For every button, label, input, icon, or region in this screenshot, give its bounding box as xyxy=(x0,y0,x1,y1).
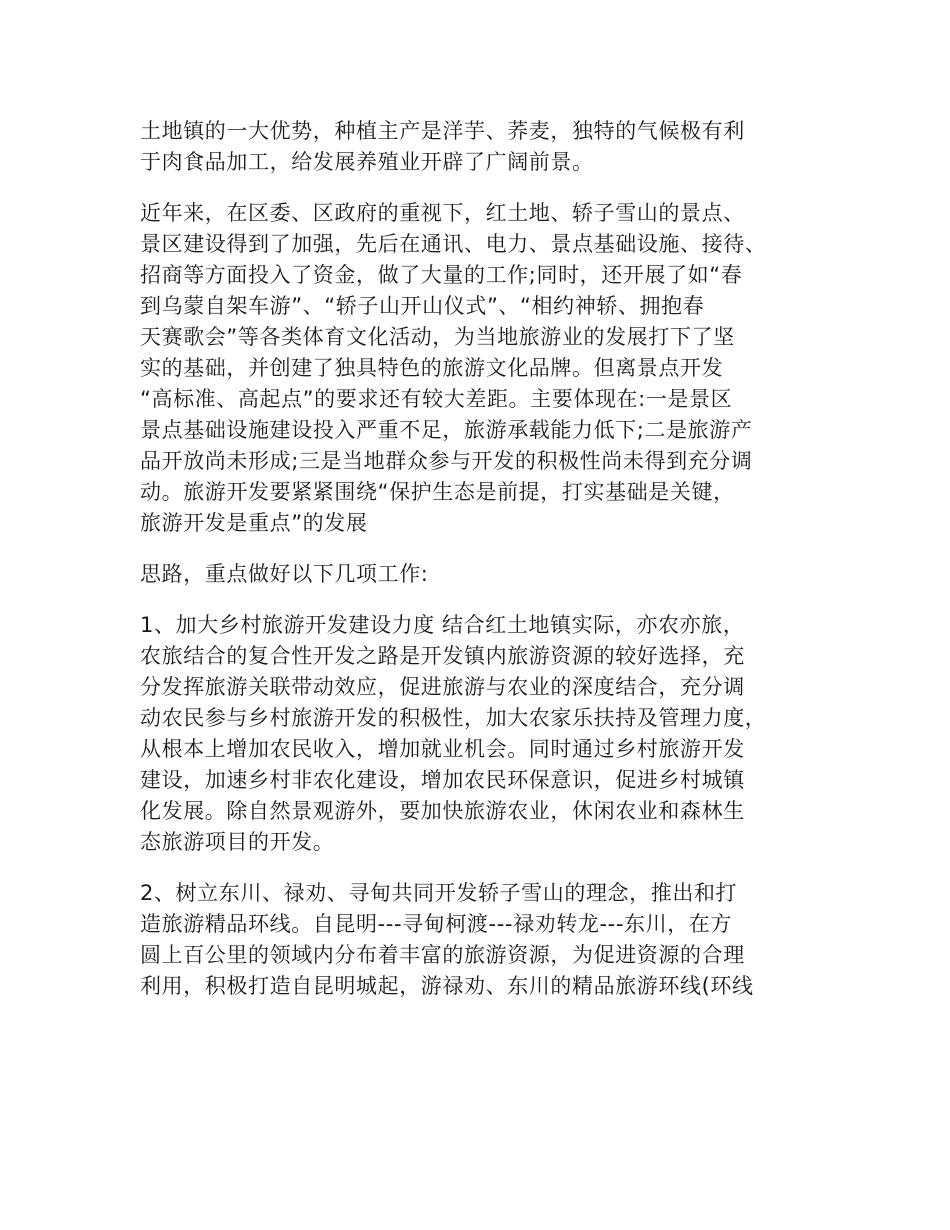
text-line: 近年来，在区委、区政府的重视下，红土地、轿子雪山的景点、 xyxy=(140,201,745,225)
text-line: 旅游开发是重点”的发展 xyxy=(140,511,368,535)
text-line: 动。旅游开发要紧紧围绕“保护生态是前提，打实基础是关键， xyxy=(140,480,735,504)
paragraph xyxy=(140,878,812,1002)
paragraph xyxy=(140,116,812,178)
text-line: 建设，加速乡村非农化建设，增加农民环保意识，促进乡村城镇 xyxy=(140,768,745,792)
text-line: 景点基础设施建设投入严重不足，旅游承载能力低下;二是旅游产 xyxy=(140,418,753,442)
text-line: 农旅结合的复合性开发之路是开发镇内旅游资源的较好选择，充 xyxy=(140,644,745,668)
text-line: 分发挥旅游关联带动效应，促进旅游与农业的深度结合，充分调 xyxy=(140,675,745,699)
text-line: 实的基础，并创建了独具特色的旅游文化品牌。但离景点开发 xyxy=(140,356,724,380)
text-line: 景区建设得到了加强，先后在通讯、电力、景点基础设施、接待、 xyxy=(140,232,767,256)
text-line: 土地镇的一大优势，种植主产是洋芋、荞麦，独特的气候极有利 xyxy=(140,119,745,143)
text-line: 到乌蒙自架车游”、“轿子山开山仪式”、“相约神轿、拥抱春 xyxy=(140,294,705,318)
text-line: 天赛歌会”等各类体育文化活动，为当地旅游业的发展打下了坚 xyxy=(140,325,735,349)
paragraph xyxy=(140,559,812,590)
text-line: 化发展。除自然景观游外，要加快旅游农业，休闲农业和森林生 xyxy=(140,799,745,823)
text-line: 从根本上增加农民收入，增加就业机会。同时通过乡村旅游开发 xyxy=(140,737,745,761)
text-line: 招商等方面投入了资金，做了大量的工作;同时，还开展了如“春 xyxy=(140,263,743,287)
text-line: “高标准、高起点”的要求还有较大差距。主要体现在:一是景区 xyxy=(140,387,733,411)
text-line: 于肉食品加工，给发展养殖业开辟了广阔前景。 xyxy=(140,150,594,174)
paragraph xyxy=(140,198,812,539)
text-line: 品开放尚未形成;三是当地群众参与开发的积极性尚未得到充分调 xyxy=(140,449,753,473)
text-line: 造旅游精品环线。自昆明---寻甸柯渡---禄劝转龙---东川，在方 xyxy=(140,912,732,936)
text-line: 2、树立东川、禄劝、寻甸共同开发轿子雪山的理念，推出和打 xyxy=(140,881,738,905)
text-line: 圆上百公里的领域内分布着丰富的旅游资源，为促进资源的合理 xyxy=(140,943,745,967)
text-line: 思路，重点做好以下几项工作: xyxy=(140,562,429,586)
text-line: 利用，积极打造自昆明城起，游禄劝、东川的精品旅游环线(环线 xyxy=(140,974,754,998)
text-line: 动农民参与乡村旅游开发的积极性，加大农家乐扶持及管理力度， xyxy=(140,706,767,730)
document-body xyxy=(140,116,812,1022)
text-line: 态旅游项目的开发。 xyxy=(140,830,335,854)
paragraph xyxy=(140,610,812,858)
text-line: 1、加大乡村旅游开发建设力度 结合红土地镇实际，亦农亦旅， xyxy=(140,613,745,637)
